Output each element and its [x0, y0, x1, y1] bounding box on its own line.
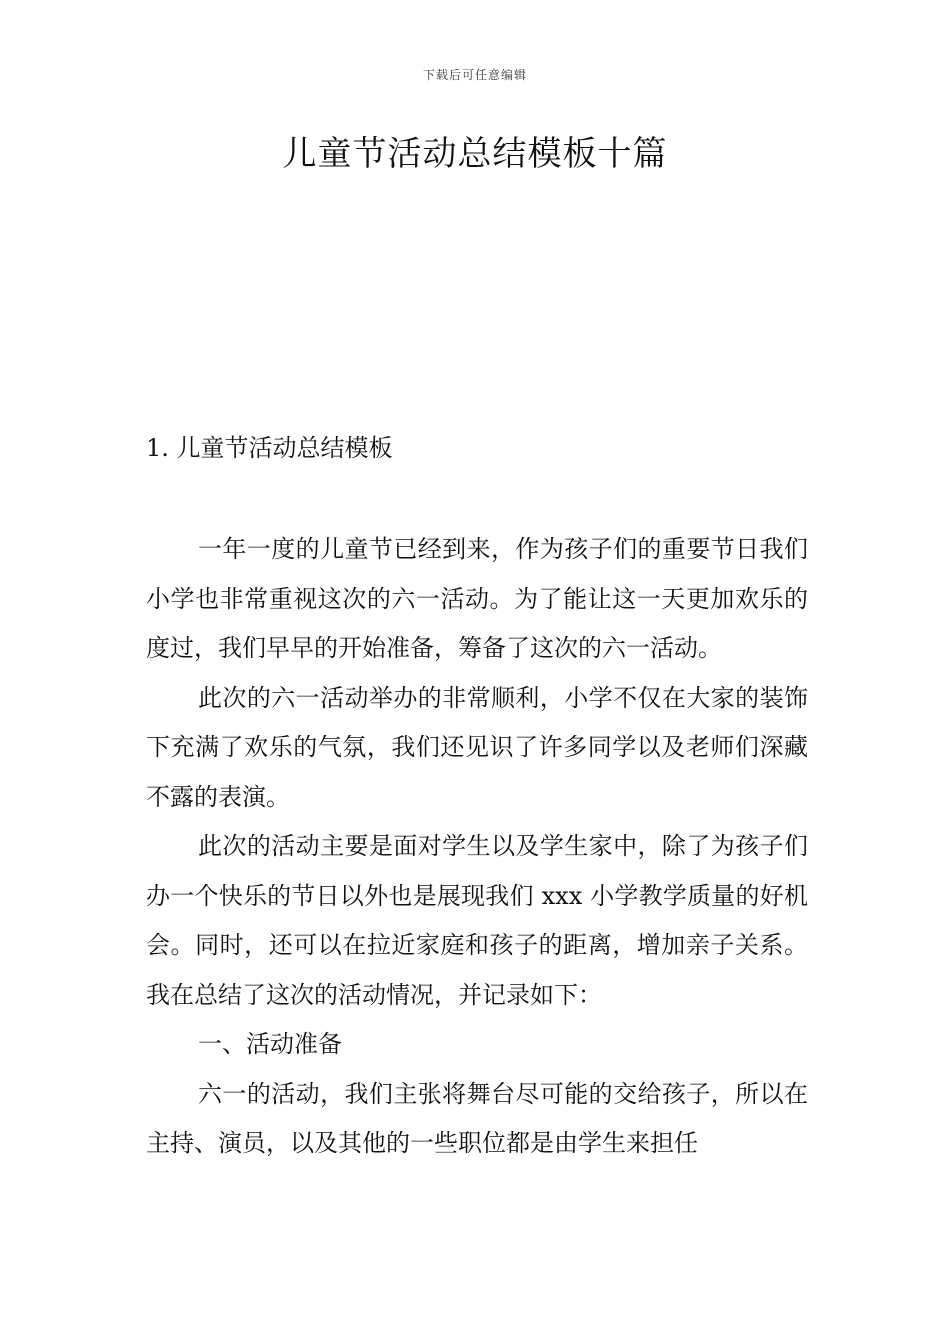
paragraph: 此次的六一活动举办的非常顺利，小学不仅在大家的装饰下充满了欢乐的气氛，我们还见识了许多同学以及老师们深藏不露的表演。 — [146, 683, 808, 811]
paragraph: 一年一度的儿童节已经到来，作为孩子们的重要节日我们小学也非常重视这次的六一活动。为了能让这一天更加欢乐的度过，我们早早的开始准备，筹备了这次的六一活动。 — [146, 535, 808, 662]
paragraph: 此次的活动主要是面对学生以及学生家中，除了为孩子们办一个快乐的节日以外也是展现我们 xxx 小学教学质量的好机会。同时，还可以在拉近家庭和孩子的距离，增加亲子关系。我在总结了这次的活动情况，并记录如下： — [146, 832, 808, 1009]
paragraph: 六一的活动，我们主张将舞台尽可能的交给孩子，所以在主持、演员，以及其他的一些职位都是由学生来担任 — [146, 1079, 808, 1157]
subheading-paragraph: 一、活动准备 — [198, 1030, 342, 1058]
document-body — [146, 525, 808, 1169]
section-heading: 1. 儿童节活动总结模板 — [146, 434, 393, 462]
document-title: 儿童节活动总结模板十篇 — [282, 134, 668, 174]
header-note: 下载后可任意编辑 — [422, 68, 527, 82]
